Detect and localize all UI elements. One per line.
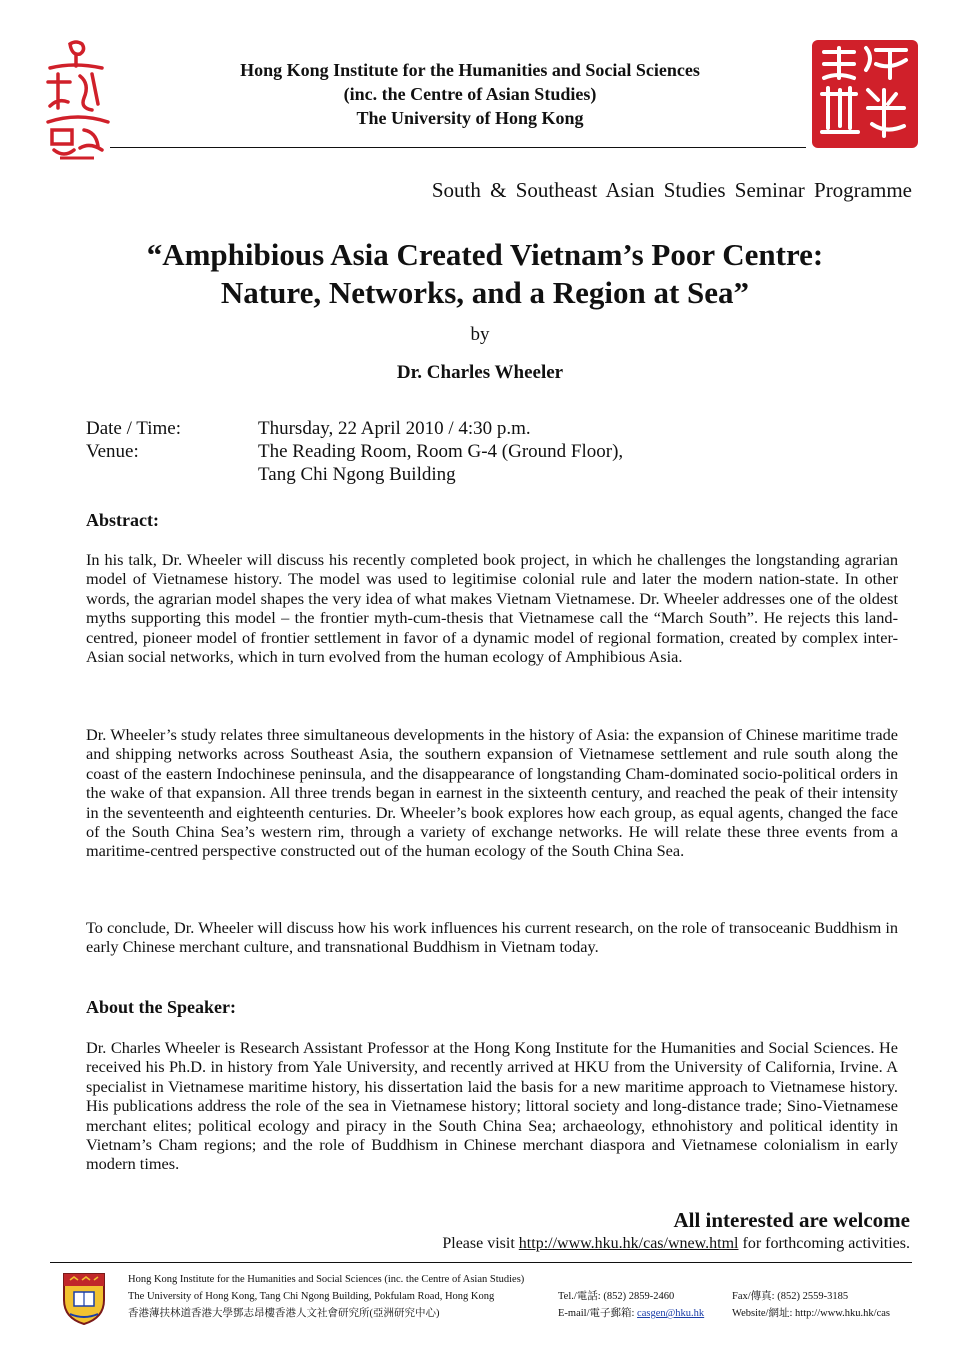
footer-address: The University of Hong Kong, Tang Chi Ngong Building, Pokfulam Road, Hong Kong — [128, 1291, 495, 1302]
abstract-heading: Abstract: — [86, 510, 159, 530]
abstract-paragraph-3: To conclude, Dr. Wheeler will discuss how his work influences his current research, on the role of transoceanic Buddhism in early Chinese merchant culture, and transnational Buddhism in Vietnam today. — [86, 918, 898, 957]
visit-suffix: for forthcoming activities. — [738, 1235, 910, 1252]
right-seal-logo — [810, 38, 920, 150]
talk-title-line-1: “Amphibious Asia Created Vietnam’s Poor Centre: — [146, 237, 824, 272]
talk-title-line-2: Nature, Networks, and a Region at Sea” — [220, 275, 750, 310]
by-label: by — [470, 324, 490, 345]
footer-email-label: E-mail/電子郵箱: — [558, 1308, 638, 1319]
datetime-value: Thursday, 22 April 2010 / 4:30 p.m. — [258, 418, 531, 439]
footer-divider — [50, 1262, 912, 1263]
about-speaker-paragraph: Dr. Charles Wheeler is Research Assistant Professor at the Hong Kong Institute for the Humanities and Social Sciences. He received his Ph.D. in history from Yale University, and recently arrived at HKU from the University of California, Irvine. A specialist in Vietnamese maritime history, his dissertation laid the basis for a new maritime approach to Vietnamese history. His publications address the role of the sea in Vietnamese history; littoral society and long-distance trade; Sino-Vietnamese merchant elites; political ecology and piracy in the South China Sea; archaeology, ethnohistory and political identity in Vietnam’s Cham regions; and the role of Buddhism in Chinese merchant diaspora and Vietnamese colonialism in early modern times. — [86, 1038, 898, 1174]
hku-crest-logo — [60, 1270, 108, 1326]
footer-email-link[interactable]: casgen@hku.hk — [637, 1308, 705, 1319]
welcome-note: All interested are welcome — [673, 1208, 910, 1232]
visit-note — [442, 1235, 910, 1253]
datetime-label: Date / Time: — [86, 418, 182, 439]
header-centre: (inc. the Centre of Asian Studies) — [343, 84, 597, 104]
venue-line-1: The Reading Room, Room G-4 (Ground Floor), — [258, 441, 624, 462]
header-divider — [110, 147, 806, 148]
footer-tel: Tel./電話: (852) 2859-2460 — [558, 1291, 675, 1302]
left-seal-logo — [40, 38, 114, 162]
activities-link[interactable]: http://www.hku.hk/cas/wnew.html — [518, 1235, 739, 1252]
footer-email-block — [558, 1305, 704, 1322]
visit-prefix: Please visit — [442, 1235, 519, 1252]
header-university: The University of Hong Kong — [356, 108, 584, 128]
venue-label: Venue: — [86, 441, 139, 462]
abstract-paragraph-1: In his talk, Dr. Wheeler will discuss his recently completed book project, in which he challenges the longstanding agrarian model of Vietnamese history. The model was used to legitimise colonial rule and later the modern nation-state. In other words, the agrarian model shapes the very idea of what makes Vietnam Vietnamese. Dr. Wheeler addresses one of the oldest myths supporting this model – the frontier myth-cum-thesis that Vietnamese call the “March South”. He rejects this land-centred, pioneer model of frontier settlement in favor of a dynamic model of regional formation, created by complex inter-Asian social networks, which in turn evolved from the human ecology of Amphibious Asia. — [86, 550, 898, 667]
abstract-paragraph-2: Dr. Wheeler’s study relates three simultaneous developments in the history of Asia: the expansion of Chinese maritime trade and shipping networks across Southeast Asia, the southern expansion of Vietnamese settlement and rule south along the coast of the eastern Indochinese peninsula, and the disappearance of longstanding Cham-dominated socio-political orders in the wake of that expansion. All three trends began in earnest in the sixteenth century, and reached the peak of their intensity in the seventeenth and eighteenth centuries. Dr. Wheeler’s book explores how each group, as equal agents, changed the face of the South China Sea’s western rim, through a variety of exchange networks. He will relate these three events from a maritime-centred perspective constructed out of the human ecology of the South China Sea. — [86, 725, 898, 861]
header-institute: Hong Kong Institute for the Humanities and Social Sciences — [240, 60, 700, 80]
seminar-programme: South & Southeast Asian Studies Seminar Programme — [431, 178, 912, 202]
about-speaker-heading: About the Speaker: — [86, 997, 237, 1017]
venue-line-2: Tang Chi Ngong Building — [258, 464, 456, 485]
footer-chinese-address: 香港薄扶林道香港大學鄧志昂樓香港人文社會研究所(亞洲研究中心) — [128, 1308, 440, 1319]
speaker-name: Dr. Charles Wheeler — [396, 362, 564, 383]
footer-org: Hong Kong Institute for the Humanities and Social Sciences (inc. the Centre of Asian Studies) — [128, 1274, 525, 1285]
footer-fax: Fax/傳真: (852) 2559-3185 — [732, 1291, 849, 1302]
footer-website[interactable]: Website/網址: http://www.hku.hk/cas — [732, 1308, 890, 1319]
